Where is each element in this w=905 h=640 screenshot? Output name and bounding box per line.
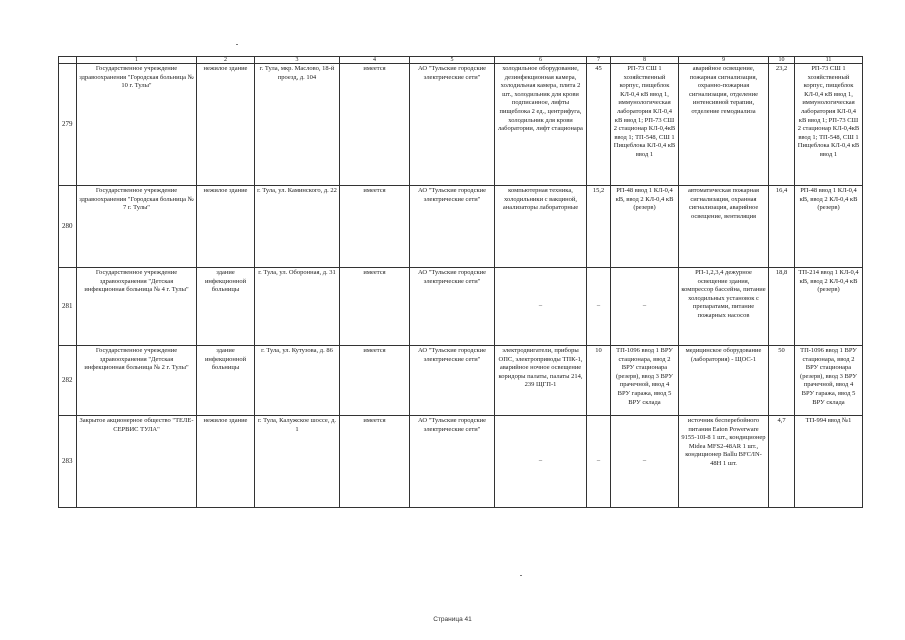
capacity-value: 10 bbox=[587, 346, 611, 416]
address: г. Тула, ул. Каминского, д. 22 bbox=[255, 186, 340, 268]
column-number: 3 bbox=[255, 57, 340, 64]
table-row bbox=[59, 346, 863, 416]
critical-loads: медицинское оборудование (лаборатория) - ЩОС-1 bbox=[679, 346, 769, 416]
table-row bbox=[59, 64, 863, 186]
capacity-value: – bbox=[587, 416, 611, 508]
capacity-value: 45 bbox=[587, 64, 611, 186]
row-number: 279 bbox=[59, 64, 77, 186]
scan-speck bbox=[236, 44, 238, 45]
address: г. Тула, Калужское шоссе, д. 1 bbox=[255, 416, 340, 508]
load-value: 4,7 bbox=[769, 416, 795, 508]
supply-inputs: ТП-994 ввод №1 bbox=[795, 416, 863, 508]
building-type: здание инфекционной больницы bbox=[197, 268, 255, 346]
table-row bbox=[59, 416, 863, 508]
supply-inputs: ТП-1096 ввод 1 ВРУ стационара, ввод 2 ВРУ стационара (резерв), ввод 3 ВРУ прачечной, ввод 4 ВРУ гаража, ввод 5 ВРУ склада bbox=[795, 346, 863, 416]
column-number: 1 bbox=[77, 57, 197, 64]
address: г. Тула, ул. Оборонная, д. 31 bbox=[255, 268, 340, 346]
table-row bbox=[59, 186, 863, 268]
column-number bbox=[59, 57, 77, 64]
equipment: холодильное оборудование, дезинфекционная камера, холодильная камера, плита 2 шт., холодильник для крови подписанное, лифты пищеблока 2 ед., центрифуга, холодильник для крови лаборатории, лифт стационара bbox=[495, 64, 587, 186]
organization-name: Закрытое акционерное общество "ТЕЛЕ-СЕРВИС ТУЛА" bbox=[77, 416, 197, 508]
organization-name: Государственное учреждение здравоохранения "Городская больница № 7 г. Тулы" bbox=[77, 186, 197, 268]
column-number: 8 bbox=[611, 57, 679, 64]
column-number: 9 bbox=[679, 57, 769, 64]
building-type: нежилое здание bbox=[197, 64, 255, 186]
supply-inputs: РП-73 СШ 1 хозяйственный корпус, пищеблок КЛ-0,4 кВ ввод 1, иммунологическая лаборатория КЛ-0,4 кВ ввод 1; РП-73 СШ 2 стационар КЛ-0,4кВ ввод 1; ТП-548, СШ 1 Пищеблока КЛ-0,4 кВ ввод 1 bbox=[795, 64, 863, 186]
organization-name: Государственное учреждение здравоохранения "Детская инфекционная больница № 4 г. Тулы" bbox=[77, 268, 197, 346]
row-number: 283 bbox=[59, 416, 77, 508]
address: г. Тула, мкр. Маслово, 18-й проезд, д. 104 bbox=[255, 64, 340, 186]
power-inputs: РП-48 ввод 1 КЛ-0,4 кВ, ввод 2 КЛ-0,4 кВ (резерв) bbox=[611, 186, 679, 268]
grid-company: АО "Тульские городские электрические сети" bbox=[410, 416, 495, 508]
equipment: – bbox=[495, 268, 587, 346]
equipment: – bbox=[495, 416, 587, 508]
column-number: 2 bbox=[197, 57, 255, 64]
load-value: 23,2 bbox=[769, 64, 795, 186]
availability: имеется bbox=[340, 64, 410, 186]
grid-company: АО "Тульские городские электрические сети" bbox=[410, 186, 495, 268]
grid-company: АО "Тульские городские электрические сети" bbox=[410, 268, 495, 346]
building-type: здание инфекционной больницы bbox=[197, 346, 255, 416]
organization-name: Государственное учреждение здравоохранения "Городская больница № 10 г. Тулы" bbox=[77, 64, 197, 186]
availability: имеется bbox=[340, 416, 410, 508]
row-number: 281 bbox=[59, 268, 77, 346]
load-value: 16,4 bbox=[769, 186, 795, 268]
critical-loads: РП-1,2,3,4 дежурное освещение здания, компрессор бассейна, питание холодильных установок с препаратами, питание пожарных насосов bbox=[679, 268, 769, 346]
column-number-row bbox=[59, 57, 863, 64]
column-number: 5 bbox=[410, 57, 495, 64]
row-number: 280 bbox=[59, 186, 77, 268]
supply-inputs: ТП-214 ввод 1 КЛ-0,4 кВ, ввод 2 КЛ-0,4 кВ (резерв) bbox=[795, 268, 863, 346]
column-number: 7 bbox=[587, 57, 611, 64]
column-number: 10 bbox=[769, 57, 795, 64]
availability: имеется bbox=[340, 346, 410, 416]
power-inputs: – bbox=[611, 268, 679, 346]
building-type: нежилое здание bbox=[197, 416, 255, 508]
capacity-value: 15,2 bbox=[587, 186, 611, 268]
load-value: 50 bbox=[769, 346, 795, 416]
column-number: 6 bbox=[495, 57, 587, 64]
load-value: 18,8 bbox=[769, 268, 795, 346]
power-inputs: РП-73 СШ 1 хозяйственный корпус, пищеблок КЛ-0,4 кВ ввод 1, иммунологическая лаборатория КЛ-0,4 кВ ввод 1; РП-73 СШ 2 стационар КЛ-0,4кВ ввод 1; ТП-548, СШ 1 Пищеблока КЛ-0,4 кВ ввод 1 bbox=[611, 64, 679, 186]
column-number: 11 bbox=[795, 57, 863, 64]
availability: имеется bbox=[340, 186, 410, 268]
grid-company: АО "Тульские городские электрические сети" bbox=[410, 64, 495, 186]
facilities-table bbox=[58, 56, 863, 508]
supply-inputs: РП-48 ввод 1 КЛ-0,4 кВ, ввод 2 КЛ-0,4 кВ (резерв) bbox=[795, 186, 863, 268]
table-row bbox=[59, 268, 863, 346]
capacity-value: – bbox=[587, 268, 611, 346]
page-footer: Страница 41 bbox=[433, 616, 472, 623]
column-number: 4 bbox=[340, 57, 410, 64]
scan-speck bbox=[520, 575, 522, 576]
power-inputs: ТП-1096 ввод 1 ВРУ стационара, ввод 2 ВРУ стационара (резерв), ввод 3 ВРУ прачечной, ввод 4 ВРУ гаража, ввод 5 ВРУ склада bbox=[611, 346, 679, 416]
grid-company: АО "Тульские городские электрические сети" bbox=[410, 346, 495, 416]
critical-loads: аварийное освещение, пожарная сигнализация, охранно-пожарная сигнализация, отделение интенсивной терапии, отделение гемодиализа bbox=[679, 64, 769, 186]
address: г. Тула, ул. Кутузова, д. 86 bbox=[255, 346, 340, 416]
critical-loads: автоматическая пожарная сигнализация, охранная сигнализация, аварийное освещение, вентиляция bbox=[679, 186, 769, 268]
power-inputs: – bbox=[611, 416, 679, 508]
critical-loads: источник бесперебойного питания Eaton Powerware 9155-10I-8 1 шт., кондиционер Midea MFS2-48AR 1 шт., кондиционер Ballu BFC/IN-48H 1 шт. bbox=[679, 416, 769, 508]
building-type: нежилое здание bbox=[197, 186, 255, 268]
equipment: компьютерная техника, холодильники с вакциной, анализаторы лабораторные bbox=[495, 186, 587, 268]
availability: имеется bbox=[340, 268, 410, 346]
equipment: электродвигатели, приборы ОПС, электроприводы ТПК-1, аварийное ночное освещение коридоры палаты, палаты 214, 239 ЩГП-1 bbox=[495, 346, 587, 416]
organization-name: Государственное учреждение здравоохранения "Детская инфекционная больница № 2 г. Тулы" bbox=[77, 346, 197, 416]
row-number: 282 bbox=[59, 346, 77, 416]
document-sheet bbox=[58, 56, 862, 508]
